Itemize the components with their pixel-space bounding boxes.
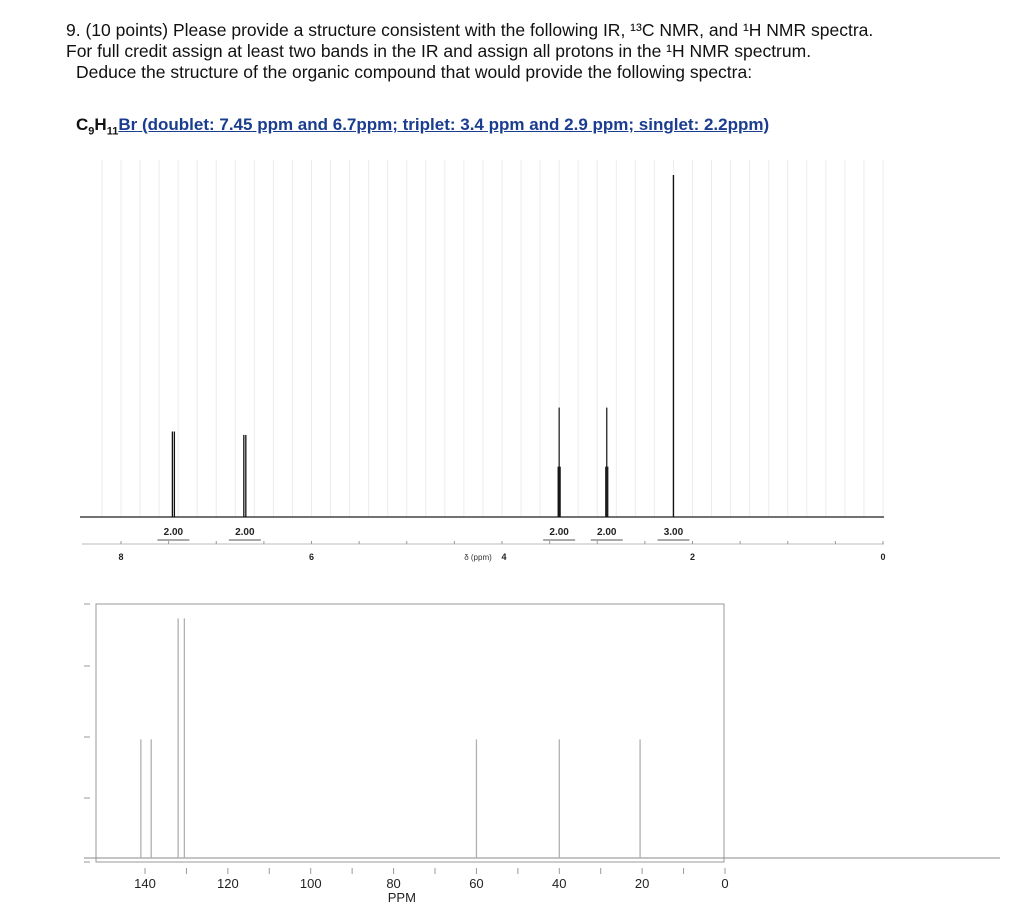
c13-axis-tick-label: 60	[469, 876, 484, 891]
c13-axis-tick-label: 0	[721, 876, 729, 891]
c13-axis-tick-label: 120	[217, 876, 239, 891]
h1-axis-tick-label: 6	[308, 552, 315, 562]
question-text	[66, 20, 1006, 83]
h1-axis-tick-label: 0	[880, 552, 886, 562]
c13-axis-tick-label: 80	[386, 876, 401, 891]
formula-hydrogen: H	[94, 115, 107, 134]
h1-nmr-spectrum	[0, 150, 1024, 580]
c13-nmr-spectrum	[0, 590, 1024, 914]
h1-axis-title: δ (ppm)	[464, 553, 492, 562]
h1-axis-tick-label: 8	[118, 552, 124, 562]
c13-axis-tick-label: 40	[552, 876, 567, 891]
formula-carbon-count: 9	[88, 125, 95, 138]
h1-integration-label: 2.00	[549, 527, 569, 538]
question-line-1: 9. (10 points) Please provide a structure consistent with the following IR, ¹³C NMR, and ¹H NMR spectra.	[66, 20, 874, 40]
h1-axis-tick-label: 2	[689, 552, 696, 562]
question-line-2: For full credit assign at least two bands in the IR and assign all protons in the ¹H NMR spectrum.	[66, 41, 812, 61]
formula-bromine: Br	[118, 115, 138, 134]
h1-integration-label: 2.00	[235, 527, 255, 538]
formula-peak-details: (doublet: 7.45 ppm and 6.7ppm; triplet: 3.4 ppm and 2.9 ppm; singlet: 2.2ppm)	[137, 115, 770, 134]
h1-integration-label: 3.00	[663, 527, 684, 538]
c13-axis-tick-label: 20	[634, 876, 650, 891]
c13-axis-tick-label: 100	[299, 876, 322, 891]
c13-axis-tick-label: 140	[134, 876, 156, 891]
h1-integration-label: 2.00	[163, 527, 184, 538]
formula-hydrogen-count: 11	[106, 125, 119, 138]
c13-plot-frame	[96, 604, 724, 862]
h1-integration-label: 2.00	[597, 527, 617, 538]
question-line-3: Deduce the structure of the organic compound that would provide the following spectra:	[76, 62, 753, 82]
formula-carbon: C	[76, 115, 89, 134]
molecular-formula	[76, 115, 769, 137]
h1-axis-tick-label: 4	[501, 552, 507, 562]
c13-axis-title: PPM	[387, 890, 416, 905]
